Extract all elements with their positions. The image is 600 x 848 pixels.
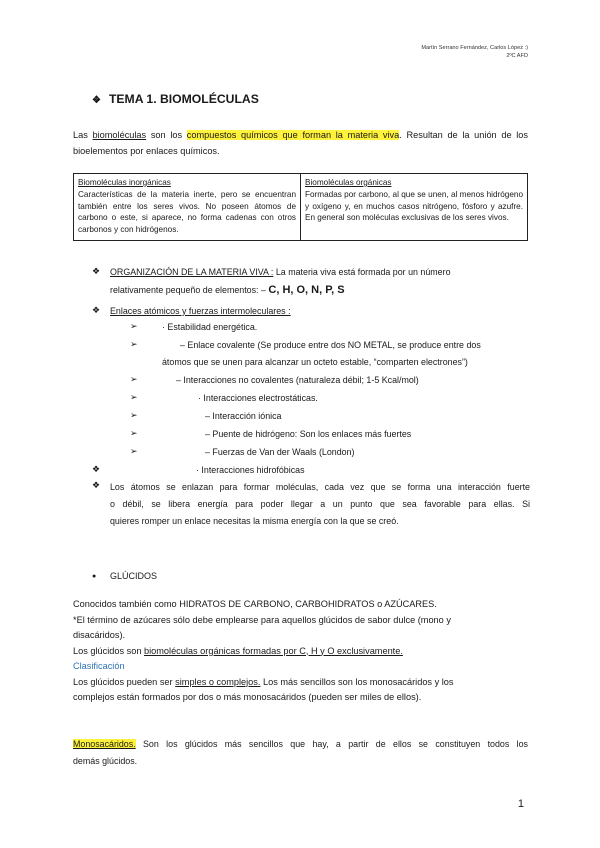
diamond-bullet-icon: ❖ [92, 464, 101, 474]
diamond-bullet-icon: ❖ [92, 266, 101, 276]
intro-text-2: son los [146, 130, 187, 140]
glucidos-heading: GLÚCIDOS [110, 571, 158, 581]
title-text: TEMA 1. BIOMOLÉCULAS [108, 92, 259, 106]
atoms-line-2: o débil, se libera energía para poder llegar a un punto que sea favorable para ellas. Si [110, 499, 530, 509]
organic-text: Formadas por carbono, al que se unen, al menos hidrógeno y oxígeno y, en muchos casos nitrógeno, fósforo y azufre. En general son moléculas exclusivas de los seres vivos. [305, 189, 523, 223]
outline-item: – Fuerzas de Van der Waals (London) [205, 447, 355, 457]
outline-item: – Interacciones no covalentes (naturaleza débil; 1-5 Kcal/mol) [176, 375, 419, 385]
outline-item: · Estabilidad energética. [162, 322, 258, 332]
table-cell-organic [301, 174, 528, 241]
intro-text-3: . Resultan de la unión de los bioelementos por enlaces químicos. [73, 130, 529, 156]
mono-term: Monosacáridos. [73, 739, 136, 749]
clasificacion-text-2: Los más sencillos son los monosacáridos y los [260, 676, 454, 687]
outline-item: – Interacción iónica [205, 411, 282, 421]
organic-heading: Biomoléculas orgánicas [305, 178, 392, 187]
monosacaridos-paragraph [73, 736, 528, 770]
diamond-bullet-icon: ❖ [92, 480, 101, 490]
circle-bullet-icon: ● [92, 573, 97, 580]
arrow-bullet-icon: ➢ [130, 392, 138, 402]
org-text-2: relativamente pequeño de elementos: – [110, 285, 269, 295]
org-label: ORGANIZACIÓN DE LA MATERIA VIVA : [110, 267, 274, 277]
outline-item: – Enlace covalente (Se produce entre dos NO METAL, se produce entre dos [180, 340, 481, 350]
org-line-2 [110, 283, 345, 297]
clasificacion-text: Los glúcidos pueden ser [73, 676, 176, 687]
org-text: La materia viva está formada por un número [273, 267, 451, 277]
page-title [92, 92, 259, 106]
definition-underlined: biomoléculas orgánicas formadas por C, H y O exclusivamente. [144, 645, 403, 656]
glucidos-line: Conocidos también como HIDRATOS DE CARBONO, CARBOHIDRATOS o AZÚCARES. [73, 599, 437, 609]
intro-text-1: Las [73, 130, 93, 140]
page-number: 1 [517, 798, 524, 810]
atoms-paragraph [110, 479, 530, 530]
glucidos-section [73, 597, 533, 706]
atoms-line-1: Los átomos se enlazan para formar moléculas, cada vez que se forma una interacción fuerte [110, 482, 530, 492]
arrow-bullet-icon: ➢ [130, 410, 138, 420]
header-authors: Martín Serrano Fernández, Carlos López :) [421, 45, 528, 51]
header-course: 2ºC AFD [506, 53, 528, 59]
glucidos-definition [73, 644, 533, 660]
outline-item: átomos que se unen para alcanzar un octeto estable, “comparten electrones”) [162, 357, 468, 367]
clasificacion-underlined: simples o complejos. [175, 676, 261, 687]
clasificacion-line-2: complejos están formados por dos o más monosacáridos (pueden ser miles de ellos). [73, 692, 422, 702]
enlaces-label: Enlaces atómicos y fuerzas intermoleculares : [110, 306, 291, 316]
arrow-bullet-icon: ➢ [130, 339, 138, 349]
mono-line-2: demás glúcidos. [73, 756, 138, 766]
atoms-line-3: quieres romper un enlace necesitas la misma energía con la que se creó. [110, 516, 399, 526]
arrow-bullet-icon: ➢ [130, 374, 138, 384]
definition-text: Los glúcidos son [73, 645, 144, 656]
outline-item: – Puente de hidrógeno: Son los enlaces más fuertes [205, 429, 412, 439]
arrow-bullet-icon: ➢ [130, 321, 138, 331]
clasificacion-line [73, 675, 533, 691]
comparison-table [73, 173, 528, 241]
glucidos-note: *El término de azúcares sólo debe emplearse para aquellos glúcidos de sabor dulce (mono y [73, 614, 451, 625]
outline-item: · Interacciones hidrofóbicas [196, 465, 305, 475]
org-line-1 [110, 265, 530, 279]
glucidos-note: disacáridos). [73, 630, 126, 640]
diamond-bullet-icon: ❖ [92, 95, 101, 106]
diamond-bullet-icon: ❖ [92, 305, 101, 315]
arrow-bullet-icon: ➢ [130, 428, 138, 438]
org-elements: C, H, O, N, P, S [268, 284, 345, 296]
intro-paragraph [73, 128, 528, 159]
outline-item: · Interacciones electrostáticas. [198, 393, 318, 403]
intro-term: biomoléculas [92, 130, 147, 140]
clasificacion-heading: Clasificación [73, 661, 125, 671]
arrow-bullet-icon: ➢ [130, 446, 138, 456]
inorganic-text: Características de la materia inerte, pero se encuentran también entre los seres vivos. No poseen átomos de carbono o este, si aparece, no forma cadenas con otros carbonos y con hidrógenos. [78, 189, 296, 235]
table-cell-inorganic [74, 174, 301, 241]
inorganic-heading: Biomoléculas inorgánicas [78, 178, 171, 187]
mono-text: Son los glúcidos más sencillos que hay, a partir de ellos se constituyen todos los [135, 739, 528, 749]
mono-line-1 [73, 736, 528, 753]
intro-highlight: compuestos químicos que forman la materia viva [186, 130, 400, 140]
